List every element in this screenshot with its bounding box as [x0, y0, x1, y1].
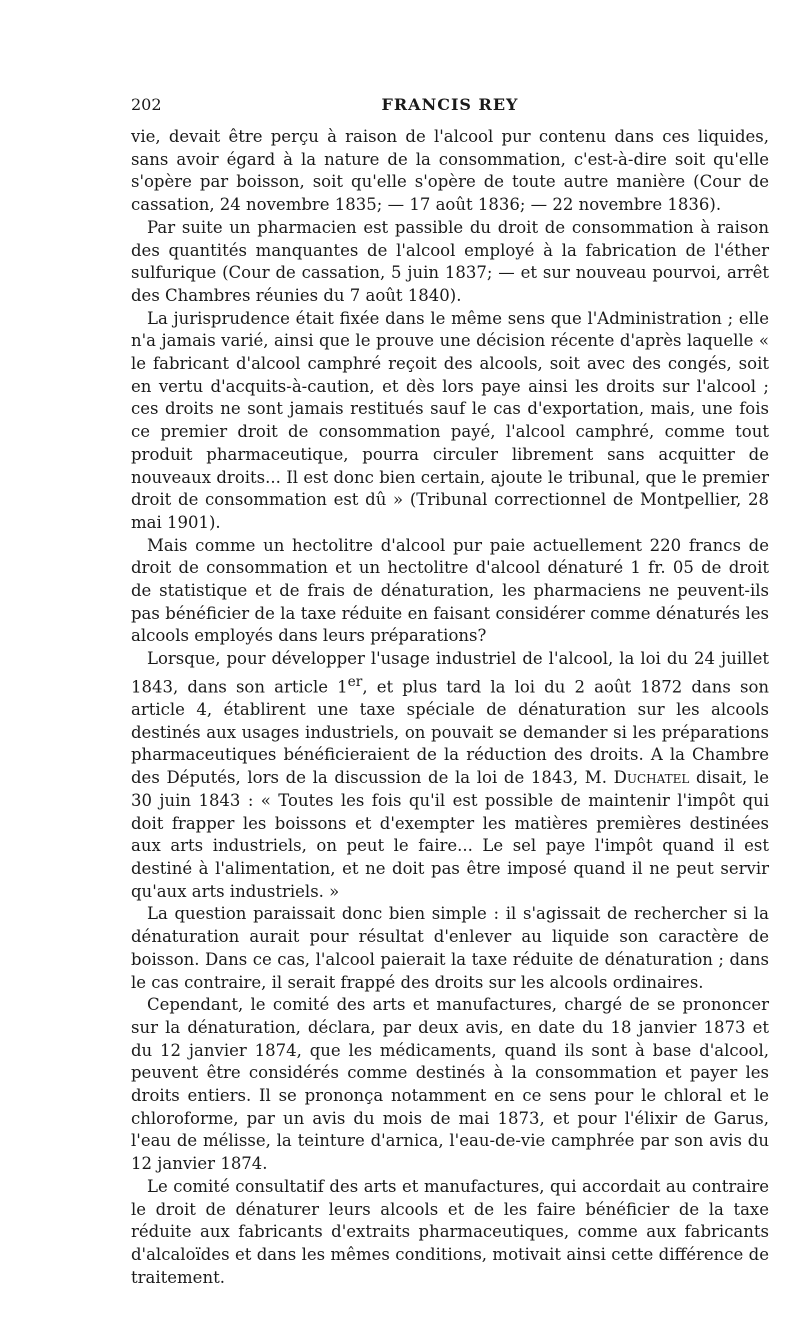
- paragraph-5-part-a: Lorsque, pour développer l'usage industriel de l'alcool, la loi du 24 juillet 1843, dans son article 1: [131, 649, 769, 697]
- paragraph-8: Le comité consultatif des arts et manufactures, qui accordait au contraire le droit de dénaturer leurs alcools et de les faire bénéficier de la taxe réduite aux fabricants d'extraits pharmaceutiques, comme aux fabricants d'alcaloïdes et dans les mêmes conditions, motivait ainsi cette différence de traitement.: [131, 1176, 769, 1287]
- paragraph-4: Mais comme un hectolitre d'alcool pur paie actuellement 220 francs de droit de consommation et un hectolitre d'alcool dénaturé 1 fr. 05 de droit de statistique et de frais de dénaturation, les pharmaciens ne peuvent-ils pas bénéficier de la taxe réduite en faisant considérer comme dénaturés les alcools employés dans leurs préparations?: [131, 535, 769, 646]
- page-number: 202: [131, 95, 162, 114]
- paragraph-5-part-c: disait, le 30 juin 1843 : « Toutes les fois qu'il est possible de maintenir l'impôt qui doit frapper les boissons et d'exempter les matières premières destinées aux arts industriels, on peut le faire... Le sel paye l'impôt quand il est destiné à l'alimentation, et ne doit pas être imposé quand il ne peut servir qu'aux arts industriels. »: [131, 768, 770, 901]
- page-header: [131, 94, 769, 116]
- running-head: FRANCIS REY: [381, 95, 519, 114]
- article-superscript: er: [347, 673, 363, 690]
- person-name: Duchatel: [613, 768, 690, 788]
- body-text: [131, 126, 769, 1289]
- paragraph-2: Par suite un pharmacien est passible du droit de consommation à raison des quantités manquantes de l'alcool employé à la fabrication de l'éther sulfurique (Cour de cassation, 5 juin 1837; — et sur nouveau pourvoi, arrêt des Chambres réunies du 7 août 1840).: [131, 217, 769, 305]
- paragraph-5: [131, 648, 769, 903]
- paragraph-7: Cependant, le comité des arts et manufactures, chargé de se prononcer sur la dénaturation, déclara, par deux avis, en date du 18 janvier 1873 et du 12 janvier 1874, que les médicaments, quand ils sont à base d'alcool, peuvent être considérés comme destinés à la consommation et payer les droits entiers. Il se prononça notamment en ce sens pour le chloral et le chloroforme, par un avis du mois de mai 1873, et pour l'élixir de Garus, l'eau de mélisse, la teinture d'arnica, l'eau-de-vie camphrée par son avis du 12 janvier 1874.: [131, 995, 769, 1174]
- paragraph-3: La jurisprudence était fixée dans le même sens que l'Administration ; elle n'a jamais varié, ainsi que le prouve une décision récente d'après laquelle « le fabricant d'alcool camphré reçoit des alcools, soit avec des congés, soit en vertu d'acquits-à-caution, et dès lors paye ainsi les droits sur l'alcool ; ces droits ne sont jamais restitués sauf le cas d'exportation, mais, une fois ce premier droit de consommation payé, l'alcool camphré, comme tout produit pharmaceutique, pourra circuler librement sans acquitter de nouveaux droits... Il est donc bien certain, ajoute le tribunal, que le premier droit de consommation est dû » (Tribunal correctionnel de Montpellier, 28 mai 1901).: [131, 308, 769, 532]
- paragraph-5-part-b: , et plus tard la loi du 2 août 1872 dans son article 4, établirent une taxe spéciale de dénaturation sur les alcools destinés aux usages industriels, on pouvait se demander si les préparations pharmaceutiques bénéficieraient de la réduction des droits. A la Chambre des Députés, lors de la discussion de la loi de 1843, M.: [131, 677, 770, 788]
- paragraph-6: La question paraissait donc bien simple : il s'agissait de rechercher si la dénaturation aurait pour résultat d'enlever au liquide son caractère de boisson. Dans ce cas, l'alcool paierait la taxe réduite de dénaturation ; dans le cas contraire, il serait frappé des droits sur les alcools ordinaires.: [131, 904, 769, 992]
- paragraph-1: vie, devait être perçu à raison de l'alcool pur contenu dans ces liquides, sans avoir égard à la nature de la consommation, c'est-à-dire soit qu'elle s'opère par boisson, soit qu'elle s'opère de toute autre manière (Cour de cassation, 24 novembre 1835; — 17 août 1836; — 22 novembre 1836).: [131, 127, 769, 215]
